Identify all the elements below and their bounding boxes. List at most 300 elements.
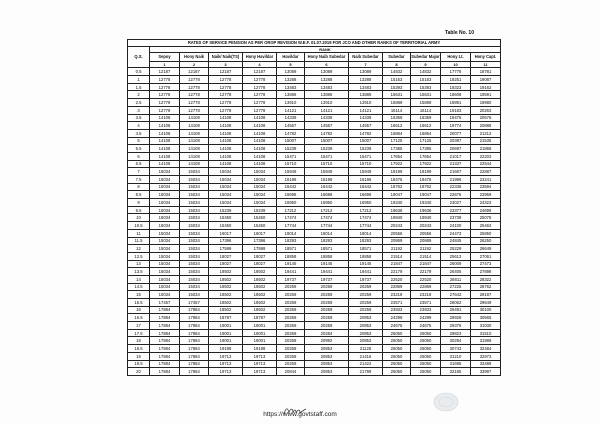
pension-cell: 20259 bbox=[277, 360, 305, 368]
pension-cell: 14108 bbox=[209, 152, 243, 160]
pension-cell: 14108 bbox=[150, 145, 180, 153]
pension-cell: 15007 bbox=[305, 137, 349, 145]
column-header: Hony Naik bbox=[180, 53, 209, 62]
pension-cell: 14782 bbox=[277, 129, 305, 137]
pension-cell: 15034 bbox=[209, 183, 243, 191]
pension-cell: 33488 bbox=[471, 360, 501, 368]
qs-cell: 19.5 bbox=[128, 360, 150, 368]
pension-cell: 22203 bbox=[471, 152, 501, 160]
pension-cell: 15034 bbox=[150, 191, 180, 199]
pension-cell: 33997 bbox=[471, 368, 501, 376]
pension-cell: 21667 bbox=[441, 168, 471, 176]
pension-cell: 18014 bbox=[305, 229, 349, 237]
pension-cell: 28062 bbox=[441, 299, 471, 307]
table-row bbox=[128, 206, 501, 214]
pension-cell: 14339 bbox=[349, 114, 383, 122]
pension-cell: 14108 bbox=[150, 114, 180, 122]
pension-cell: 14782 bbox=[305, 129, 349, 137]
pension-cell: 23241 bbox=[471, 176, 501, 184]
pension-cell: 25050 bbox=[411, 352, 441, 360]
pension-cell: 13288 bbox=[305, 76, 349, 84]
pension-cell: 15450 bbox=[243, 222, 277, 230]
pension-cell: 15034 bbox=[180, 168, 209, 176]
pension-cell: 16950 bbox=[349, 199, 383, 207]
pension-cell: 17385 bbox=[411, 145, 441, 153]
pension-cell: 14108 bbox=[209, 160, 243, 168]
pension-cell: 19001 bbox=[243, 329, 277, 337]
pension-cell: 15710 bbox=[349, 160, 383, 168]
pension-cell: 15034 bbox=[180, 183, 209, 191]
pension-cell: 22336 bbox=[441, 183, 471, 191]
qs-cell: 5 bbox=[128, 137, 150, 145]
pension-cell: 15034 bbox=[150, 214, 180, 222]
pension-cell: 19047 bbox=[411, 191, 441, 199]
pension-cell: 14108 bbox=[150, 152, 180, 160]
pension-cell: 19001 bbox=[209, 322, 243, 330]
pension-cell: 17744 bbox=[349, 222, 383, 230]
pension-cell: 21514 bbox=[383, 252, 411, 260]
pension-cell: 20697 bbox=[441, 145, 471, 153]
pension-cell: 12778 bbox=[209, 83, 243, 91]
pension-cell: 13288 bbox=[349, 76, 383, 84]
pension-cell: 20556 bbox=[383, 229, 411, 237]
qs-cell: 11.5 bbox=[128, 237, 150, 245]
pension-cell: 20259 bbox=[305, 322, 349, 330]
pension-cell: 12778 bbox=[180, 106, 209, 114]
qs-cell: 9 bbox=[128, 199, 150, 207]
pension-cell: 15034 bbox=[243, 168, 277, 176]
pension-cell: 17884 bbox=[180, 337, 209, 345]
pension-cell: 20259 bbox=[277, 299, 305, 307]
pension-cell: 22676 bbox=[441, 191, 471, 199]
pension-cell: 18293 bbox=[277, 237, 305, 245]
table-row bbox=[128, 76, 501, 84]
pension-cell: 25050 bbox=[383, 329, 411, 337]
pension-cell: 15034 bbox=[180, 229, 209, 237]
pension-cell: 20259 bbox=[277, 322, 305, 330]
pension-cell: 19737 bbox=[349, 275, 383, 283]
pension-cell: 14108 bbox=[243, 145, 277, 153]
pension-cell: 23594 bbox=[471, 183, 501, 191]
pension-cell: 19162 bbox=[471, 83, 501, 91]
pension-cell: 18781 bbox=[471, 68, 501, 76]
qs-cell: 16.5 bbox=[128, 314, 150, 322]
pension-cell: 13910 bbox=[305, 99, 349, 107]
pension-cell: 18787 bbox=[209, 314, 243, 322]
pension-cell: 14108 bbox=[243, 137, 277, 145]
pension-cell: 20853 bbox=[349, 322, 383, 330]
table-title: RATES OF SERVICE PENSION AS PER OROP REVISION W.E.F. 01.07.2019 FOR JCO AND OTHER RANKS OF TERRITORIAL ARMY bbox=[128, 40, 501, 47]
pension-cell: 24100 bbox=[441, 222, 471, 230]
pension-cell: 15034 bbox=[209, 191, 243, 199]
pension-cell: 14108 bbox=[243, 122, 277, 130]
table-row bbox=[128, 99, 501, 107]
pension-cell: 12778 bbox=[150, 91, 180, 99]
pension-cell: 13288 bbox=[277, 76, 305, 84]
pension-cell: 15239 bbox=[349, 145, 383, 153]
pension-cell: 13910 bbox=[349, 99, 383, 107]
pension-cell: 32484 bbox=[471, 345, 501, 353]
pension-cell: 19001 bbox=[209, 329, 243, 337]
pension-cell: 18502 bbox=[243, 299, 277, 307]
pension-cell: 22179 bbox=[383, 268, 411, 276]
title-row bbox=[128, 40, 501, 47]
pension-cell: 12778 bbox=[180, 91, 209, 99]
column-number: 11 bbox=[471, 62, 501, 68]
pension-cell: 14108 bbox=[180, 145, 209, 153]
pension-cell: 20259 bbox=[277, 337, 305, 345]
pension-cell: 14557 bbox=[305, 122, 349, 130]
pension-cell: 12778 bbox=[243, 99, 277, 107]
table-row bbox=[128, 145, 501, 153]
pension-cell: 17599 bbox=[243, 245, 277, 253]
table-row bbox=[128, 291, 501, 299]
pension-cell: 20259 bbox=[277, 352, 305, 360]
pension-cell: 15034 bbox=[180, 268, 209, 276]
pension-cell: 19001 bbox=[209, 337, 243, 345]
pension-cell: 18858 bbox=[349, 252, 383, 260]
table-row bbox=[128, 114, 501, 122]
pension-cell: 14108 bbox=[243, 114, 277, 122]
pension-cell: 14108 bbox=[209, 129, 243, 137]
pension-cell: 25050 bbox=[383, 337, 411, 345]
column-number: 1 bbox=[150, 62, 180, 68]
pension-cell: 12778 bbox=[180, 83, 209, 91]
pension-cell: 12778 bbox=[150, 99, 180, 107]
pension-cell: 17212 bbox=[305, 206, 349, 214]
pension-cell: 20853 bbox=[349, 337, 383, 345]
pension-cell: 19713 bbox=[243, 360, 277, 368]
pension-cell: 14108 bbox=[209, 114, 243, 122]
pension-cell: 20259 bbox=[277, 329, 305, 337]
column-number: 6 bbox=[305, 62, 349, 68]
pension-cell: 15034 bbox=[180, 214, 209, 222]
table-row bbox=[128, 199, 501, 207]
pension-cell: 29197 bbox=[471, 291, 501, 299]
pension-cell: 21996 bbox=[441, 176, 471, 184]
table-row bbox=[128, 214, 501, 222]
pension-cell: 20259 bbox=[277, 314, 305, 322]
pension-cell: 15034 bbox=[150, 275, 180, 283]
pension-cell: 16696 bbox=[349, 191, 383, 199]
pension-cell: 28322 bbox=[471, 275, 501, 283]
pension-cell: 15007 bbox=[349, 137, 383, 145]
column-number: 7 bbox=[349, 62, 383, 68]
pension-cell: 25229 bbox=[441, 245, 471, 253]
pension-cell: 17884 bbox=[150, 360, 180, 368]
table-row bbox=[128, 337, 501, 345]
pension-cell: 18502 bbox=[243, 306, 277, 314]
pension-cell: 31989 bbox=[471, 337, 501, 345]
pension-cell: 20259 bbox=[277, 345, 305, 353]
pension-cell: 14108 bbox=[209, 137, 243, 145]
pension-cell: 18502 bbox=[243, 275, 277, 283]
pension-cell: 15239 bbox=[305, 145, 349, 153]
pension-cell: 17125 bbox=[383, 137, 411, 145]
pension-cell: 31210 bbox=[441, 352, 471, 360]
pension-cell: 31695 bbox=[441, 360, 471, 368]
pension-cell: 21868 bbox=[471, 145, 501, 153]
pension-cell: 15034 bbox=[180, 260, 209, 268]
pension-cell: 18251 bbox=[441, 76, 471, 84]
pension-cell: 14557 bbox=[277, 122, 305, 130]
pension-cell: 25050 bbox=[383, 352, 411, 360]
column-header: Hony Capt. bbox=[471, 53, 501, 62]
column-header: Havildar bbox=[277, 53, 305, 62]
pension-cell: 15034 bbox=[180, 291, 209, 299]
pension-cell: 20284 bbox=[305, 329, 349, 337]
pension-cell: 12778 bbox=[243, 76, 277, 84]
qs-cell: 13.5 bbox=[128, 268, 150, 276]
pension-cell: 18476 bbox=[383, 176, 411, 184]
pension-cell: 30100 bbox=[471, 306, 501, 314]
qs-cell: 2.5 bbox=[128, 99, 150, 107]
pension-cell: 21017 bbox=[441, 152, 471, 160]
pension-cell: 18858 bbox=[277, 252, 305, 260]
pension-cell: 17212 bbox=[349, 206, 383, 214]
qs-cell: 3.5 bbox=[128, 114, 150, 122]
pension-cell: 13886 bbox=[277, 91, 305, 99]
pension-cell: 21535 bbox=[471, 137, 501, 145]
pension-cell: 31510 bbox=[471, 329, 501, 337]
pension-cell: 17744 bbox=[305, 222, 349, 230]
pension-cell: 15034 bbox=[180, 275, 209, 283]
pension-cell: 24473 bbox=[441, 229, 471, 237]
column-header: Subedar bbox=[383, 53, 411, 62]
qs-cell: 17.5 bbox=[128, 329, 150, 337]
pension-cell: 15034 bbox=[180, 222, 209, 230]
pension-cell: 14121 bbox=[277, 106, 305, 114]
pension-cell: 17474 bbox=[277, 214, 305, 222]
table-row bbox=[128, 183, 501, 191]
qs-cell: 6.5 bbox=[128, 160, 150, 168]
pension-cell: 32185 bbox=[441, 368, 471, 376]
pension-cell: 13483 bbox=[277, 83, 305, 91]
pension-cell: 15034 bbox=[150, 252, 180, 260]
pension-cell: 18571 bbox=[305, 245, 349, 253]
qs-cell: 8.5 bbox=[128, 191, 150, 199]
pension-cell: 15163 bbox=[383, 76, 411, 84]
table-row bbox=[128, 229, 501, 237]
pension-cell: 20259 bbox=[305, 299, 349, 307]
pension-cell: 19980 bbox=[471, 99, 501, 107]
qs-cell: 2 bbox=[128, 91, 150, 99]
pension-cell: 21192 bbox=[383, 245, 411, 253]
pension-cell: 19087 bbox=[471, 76, 501, 84]
table-row bbox=[128, 68, 501, 76]
table-row bbox=[128, 275, 501, 283]
qs-cell: 1.5 bbox=[128, 83, 150, 91]
pension-cell: 19340 bbox=[411, 199, 441, 207]
pension-cell: 23959 bbox=[471, 191, 501, 199]
pension-cell: 16196 bbox=[349, 176, 383, 184]
qs-cell: 12 bbox=[128, 245, 150, 253]
pension-cell: 15034 bbox=[150, 176, 180, 184]
table-number: Table No. 10 bbox=[444, 30, 474, 36]
pension-cell: 20259 bbox=[277, 291, 305, 299]
pension-cell: 18762 bbox=[411, 183, 441, 191]
pension-cell: 25050 bbox=[383, 360, 411, 368]
pension-cell: 21337 bbox=[441, 160, 471, 168]
pension-cell: 13886 bbox=[305, 91, 349, 99]
pension-cell: 25050 bbox=[411, 360, 441, 368]
table-row bbox=[128, 160, 501, 168]
pension-cell: 23739 bbox=[441, 214, 471, 222]
pension-cell: 16864 bbox=[383, 129, 411, 137]
pension-cell: 14832 bbox=[383, 68, 411, 76]
pension-cell: 26405 bbox=[441, 268, 471, 276]
qs-cell: 19 bbox=[128, 352, 150, 360]
pension-cell: 20259 bbox=[305, 306, 349, 314]
pension-cell: 17884 bbox=[150, 306, 180, 314]
pension-cell: 15034 bbox=[243, 199, 277, 207]
pension-cell: 20243 bbox=[411, 222, 441, 230]
pension-cell: 29376 bbox=[441, 322, 471, 330]
pension-cell: 24675 bbox=[383, 322, 411, 330]
pension-cell: 17474 bbox=[349, 214, 383, 222]
pension-cell: 16864 bbox=[411, 129, 441, 137]
pension-cell: 17884 bbox=[180, 360, 209, 368]
pension-cell: 19198 bbox=[209, 345, 243, 353]
pension-cell: 12778 bbox=[243, 91, 277, 99]
pension-cell: 18027 bbox=[209, 260, 243, 268]
pension-cell: 15393 bbox=[411, 83, 441, 91]
pension-cell: 17884 bbox=[150, 352, 180, 360]
column-number: 5 bbox=[277, 62, 305, 68]
pension-cell: 17884 bbox=[180, 322, 209, 330]
pension-cell: 15631 bbox=[411, 91, 441, 99]
pension-cell: 15034 bbox=[150, 183, 180, 191]
pension-cell: 19441 bbox=[277, 268, 305, 276]
table-row bbox=[128, 91, 501, 99]
pension-cell: 21422 bbox=[349, 360, 383, 368]
pension-cell: 15034 bbox=[150, 291, 180, 299]
pension-cell: 25050 bbox=[383, 368, 411, 376]
qs-cell: 9.5 bbox=[128, 206, 150, 214]
pension-cell: 29823 bbox=[441, 329, 471, 337]
pension-cell: 14108 bbox=[180, 152, 209, 160]
pension-cell: 14108 bbox=[180, 114, 209, 122]
pension-cell: 12187 bbox=[243, 68, 277, 76]
qs-cell: 6 bbox=[128, 152, 150, 160]
pension-cell: 15007 bbox=[277, 137, 305, 145]
pension-cell: 16696 bbox=[305, 191, 349, 199]
pension-cell: 15034 bbox=[243, 176, 277, 184]
pension-cell: 17396 bbox=[209, 237, 243, 245]
pension-cell: 15471 bbox=[349, 152, 383, 160]
pension-cell: 19940 bbox=[411, 214, 441, 222]
pension-cell: 15631 bbox=[383, 91, 411, 99]
qs-cell: 14 bbox=[128, 275, 150, 283]
pension-cell: 15239 bbox=[243, 206, 277, 214]
pension-cell: 19183 bbox=[441, 106, 471, 114]
pension-cell: 25050 bbox=[411, 337, 441, 345]
table-row bbox=[128, 137, 501, 145]
pension-cell: 19940 bbox=[383, 214, 411, 222]
pension-cell: 12778 bbox=[209, 99, 243, 107]
pension-cell: 20387 bbox=[441, 137, 471, 145]
pension-cell: 17125 bbox=[411, 137, 441, 145]
pension-cell: 15034 bbox=[180, 283, 209, 291]
pension-cell: 17457 bbox=[180, 299, 209, 307]
pension-cell: 24299 bbox=[411, 314, 441, 322]
pension-cell: 19441 bbox=[305, 268, 349, 276]
pension-cell: 19145 bbox=[277, 260, 305, 268]
pension-cell: 13483 bbox=[349, 83, 383, 91]
table-row bbox=[128, 122, 501, 130]
pension-cell: 15034 bbox=[150, 229, 180, 237]
pension-cell: 16696 bbox=[277, 191, 305, 199]
pension-cell: 19636 bbox=[411, 206, 441, 214]
pension-cell: 16612 bbox=[383, 122, 411, 130]
pension-cell: 19713 bbox=[243, 352, 277, 360]
pension-cell: 19340 bbox=[383, 199, 411, 207]
pension-cell: 19591 bbox=[471, 91, 501, 99]
pension-cell: 14108 bbox=[150, 160, 180, 168]
pension-cell: 18502 bbox=[209, 299, 243, 307]
pension-cell: 14108 bbox=[150, 137, 180, 145]
qs-cell: 12.5 bbox=[128, 252, 150, 260]
pension-cell: 16017 bbox=[243, 229, 277, 237]
pension-cell: 18502 bbox=[209, 268, 243, 276]
pension-cell: 14108 bbox=[209, 122, 243, 130]
pension-cell: 12778 bbox=[209, 76, 243, 84]
table-row bbox=[128, 152, 501, 160]
pension-cell: 16196 bbox=[305, 176, 349, 184]
pension-cell: 18502 bbox=[243, 268, 277, 276]
table-row bbox=[128, 168, 501, 176]
pension-cell: 28491 bbox=[441, 306, 471, 314]
pension-cell: 20853 bbox=[349, 314, 383, 322]
table-row bbox=[128, 83, 501, 91]
pension-cell: 15034 bbox=[150, 268, 180, 276]
pension-cell: 18199 bbox=[411, 168, 441, 176]
pension-cell: 20077 bbox=[441, 129, 471, 137]
pension-cell: 16196 bbox=[277, 176, 305, 184]
pension-cell: 19713 bbox=[209, 360, 243, 368]
pension-cell: 22179 bbox=[411, 268, 441, 276]
pension-cell: 20853 bbox=[305, 360, 349, 368]
qs-cell: 14.5 bbox=[128, 283, 150, 291]
pension-cell: 14121 bbox=[349, 106, 383, 114]
column-number: 10 bbox=[441, 62, 471, 68]
pension-cell: 31030 bbox=[471, 322, 501, 330]
pension-cell: 20259 bbox=[277, 283, 305, 291]
qs-cell: 1 bbox=[128, 76, 150, 84]
pension-cell: 13910 bbox=[277, 99, 305, 107]
pension-cell: 27225 bbox=[441, 283, 471, 291]
pension-cell: 16442 bbox=[305, 183, 349, 191]
pension-cell: 19001 bbox=[243, 322, 277, 330]
pension-cell: 32973 bbox=[471, 352, 501, 360]
pension-cell: 25075 bbox=[471, 214, 501, 222]
pension-cell: 23377 bbox=[441, 206, 471, 214]
pension-cell: 21212 bbox=[471, 129, 501, 137]
pension-rates-table bbox=[127, 39, 501, 376]
pension-cell: 17385 bbox=[383, 145, 411, 153]
pension-cell: 17884 bbox=[180, 368, 209, 376]
pension-cell: 18891 bbox=[441, 99, 471, 107]
pension-cell: 15034 bbox=[150, 168, 180, 176]
table-row bbox=[128, 252, 501, 260]
pension-cell: 18571 bbox=[349, 245, 383, 253]
pension-cell: 15889 bbox=[411, 99, 441, 107]
pension-cell: 15710 bbox=[277, 160, 305, 168]
pension-cell: 13089 bbox=[305, 68, 349, 76]
pension-cell: 18293 bbox=[305, 237, 349, 245]
pension-cell: 15034 bbox=[243, 191, 277, 199]
pension-cell: 19737 bbox=[305, 275, 349, 283]
